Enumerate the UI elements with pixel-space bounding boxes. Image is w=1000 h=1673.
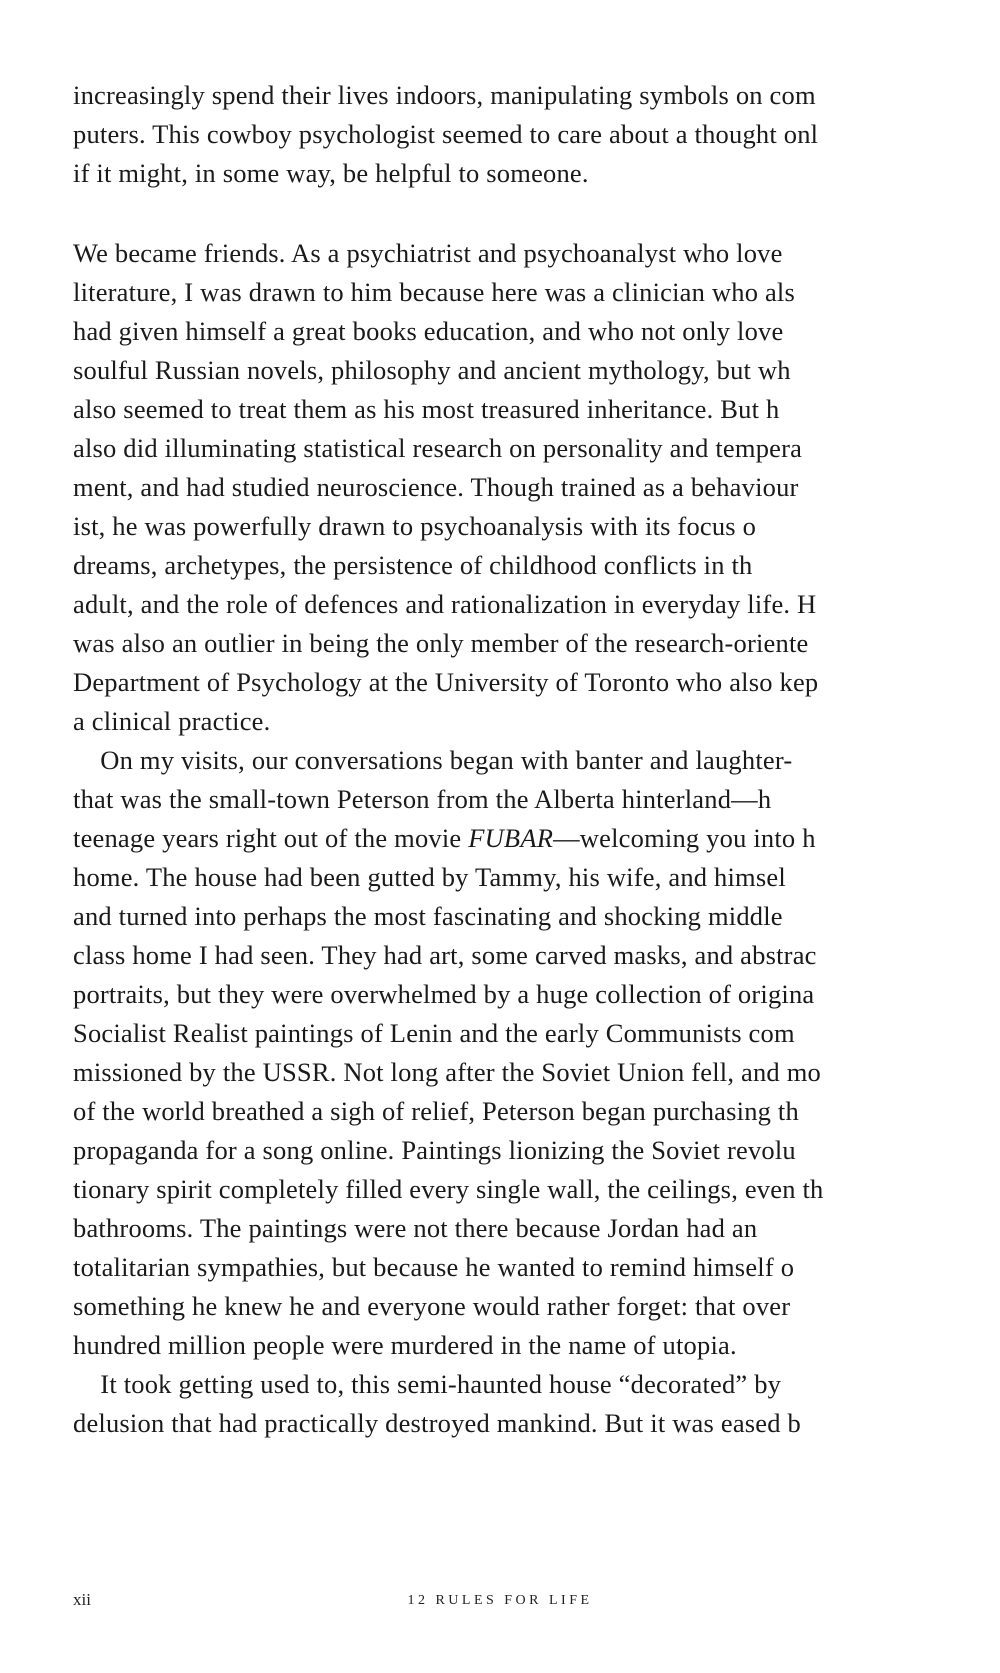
text-line: It took getting used to, this semi-haunted house “decorated” by (73, 1369, 782, 1399)
text-line: We became friends. As a psychiatrist and psychoanalyst who love (73, 238, 783, 268)
text-line: adult, and the role of defences and rationalization in everyday life. H (73, 589, 817, 619)
text-line: missioned by the USSR. Not long after the Soviet Union fell, and mo (73, 1057, 821, 1087)
text-line (73, 821, 816, 855)
text-line: delusion that had practically destroyed mankind. But it was eased b (73, 1408, 801, 1438)
text-line: ment, and had studied neuroscience. Though trained as a behaviour (73, 472, 799, 502)
text-line: home. The house had been gutted by Tammy, his wife, and himsel (73, 862, 786, 892)
text-line: of the world breathed a sigh of relief, Peterson began purchasing th (73, 1096, 799, 1126)
italic-title: FUBAR (468, 823, 554, 853)
text-line: On my visits, our conversations began with banter and laughter- (73, 745, 793, 775)
text-line: literature, I was drawn to him because here was a clinician who als (73, 277, 796, 307)
text-line: also did illuminating statistical research on personality and tempera (73, 433, 803, 463)
text-line: something he knew he and everyone would rather forget: that over (73, 1291, 791, 1321)
text-line: if it might, in some way, be helpful to someone. (73, 158, 589, 188)
text-line: and turned into perhaps the most fascinating and shocking middle (73, 901, 783, 931)
text-line: had given himself a great books education, and who not only love (73, 316, 784, 346)
text-line: hundred million people were murdered in the name of utopia. (73, 1330, 737, 1360)
text-line: propaganda for a song online. Paintings lionizing the Soviet revolu (73, 1135, 796, 1165)
text-line: bathrooms. The paintings were not there because Jordan had an (73, 1213, 758, 1243)
text-line: portraits, but they were overwhelmed by a huge collection of origina (73, 979, 815, 1009)
text-line: class home I had seen. They had art, some carved masks, and abstrac (73, 940, 817, 970)
text-line: dreams, archetypes, the persistence of childhood conflicts in th (73, 550, 753, 580)
text-run: teenage years right out of the movie (73, 823, 469, 853)
text-line: increasingly spend their lives indoors, manipulating symbols on com (73, 80, 816, 110)
text-run: —welcoming you into h (553, 823, 816, 853)
text-line: that was the small-town Peterson from the Alberta hinterland—h (73, 784, 772, 814)
text-line: Department of Psychology at the University of Toronto who also kep (73, 667, 819, 697)
text-line: Socialist Realist paintings of Lenin and the early Communists com (73, 1018, 795, 1048)
text-line: soulful Russian novels, philosophy and ancient mythology, but wh (73, 355, 791, 385)
page-number: xii (73, 1590, 91, 1609)
text-line: totalitarian sympathies, but because he wanted to remind himself o (73, 1252, 795, 1282)
text-line: also seemed to treat them as his most treasured inheritance. But h (73, 394, 780, 424)
text-line: tionary spirit completely filled every single wall, the ceilings, even th (73, 1174, 824, 1204)
running-head: 12 RULES FOR LIFE (407, 1593, 593, 1608)
text-line: was also an outlier in being the only member of the research-oriente (73, 628, 809, 658)
text-line: ist, he was powerfully drawn to psychoanalysis with its focus o (73, 511, 757, 541)
text-line: a clinical practice. (73, 706, 271, 736)
text-line: puters. This cowboy psychologist seemed to care about a thought onl (73, 119, 819, 149)
